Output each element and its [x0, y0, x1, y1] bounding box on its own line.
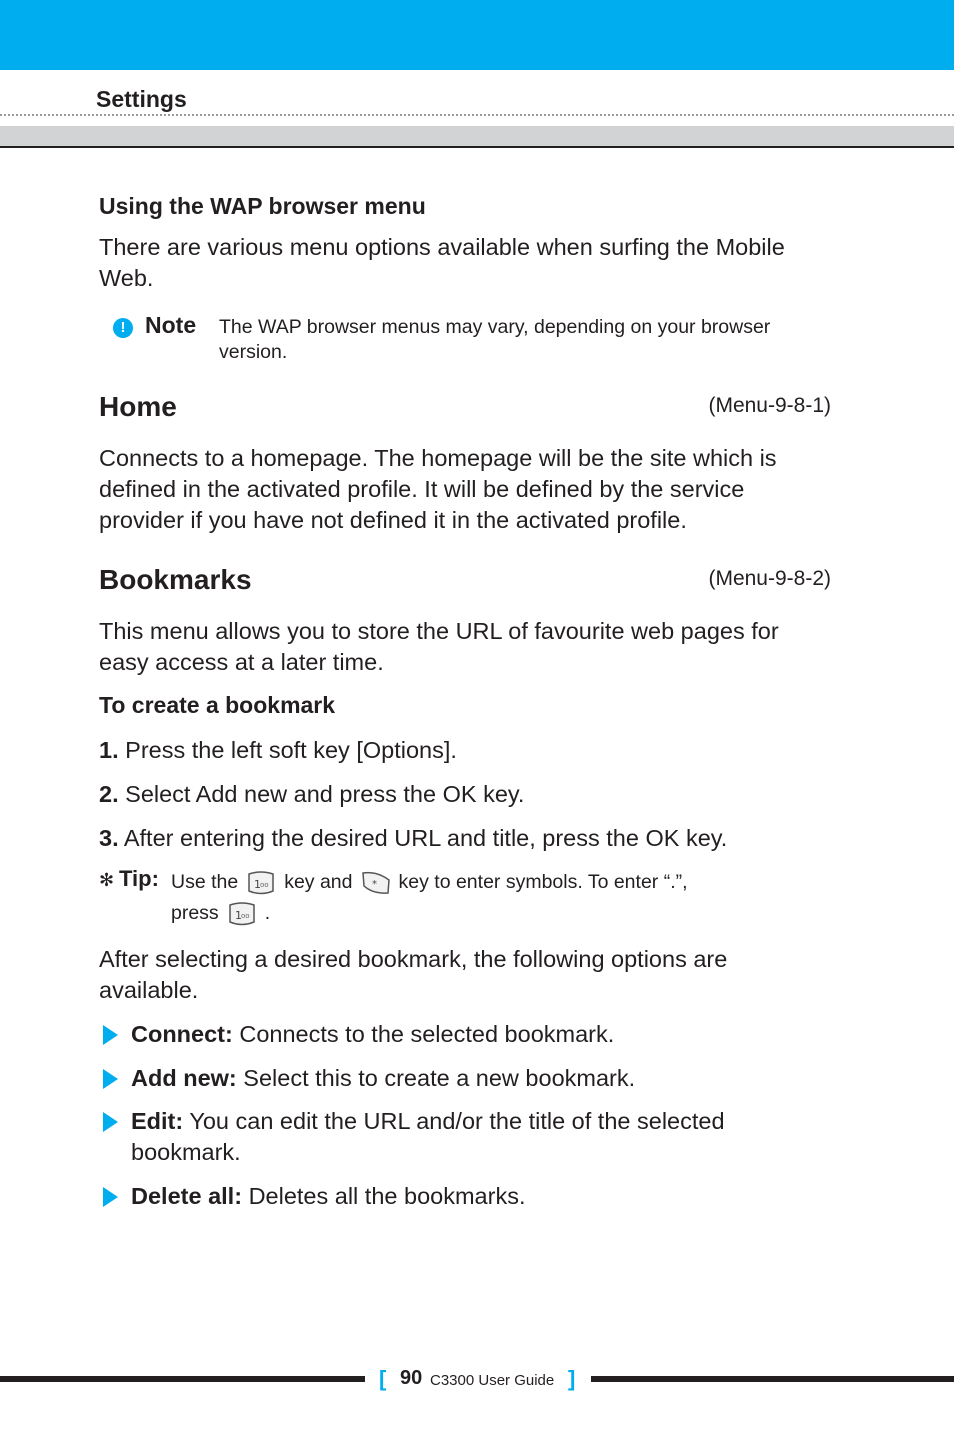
header-grey-bar — [0, 126, 954, 148]
exclamation-icon: ! — [113, 318, 133, 338]
option-text: You can edit the URL and/or the title of the selected bookmark. — [131, 1108, 725, 1165]
footer-rule-right — [591, 1376, 954, 1382]
one-key-icon — [227, 901, 257, 927]
arrow-bullet-icon — [103, 1112, 118, 1132]
tip-line-1 — [171, 870, 688, 896]
page-number: 90 — [400, 1367, 423, 1389]
svg-text:oo: oo — [240, 912, 250, 920]
step-number: 1. — [99, 737, 119, 763]
arrow-bullet-icon — [103, 1025, 118, 1045]
tip-label: Tip: — [119, 866, 159, 891]
step-text: Select Add new and press the OK key. — [125, 781, 525, 807]
option-label: Delete all: — [131, 1183, 243, 1209]
bookmarks-title: Bookmarks — [99, 564, 252, 595]
note-label: Note — [145, 312, 197, 338]
home-menu-ref: (Menu-9-8-1) — [708, 394, 831, 417]
step-1 — [99, 737, 457, 764]
option-label: Connect: — [131, 1021, 233, 1047]
tip-text: key to enter symbols. To enter “.”, — [398, 871, 688, 894]
tip-text: Use the — [171, 871, 239, 894]
footer-left-bracket: [ — [379, 1366, 387, 1391]
intro-text: There are various menu options available when surfing the Mobile Web. — [99, 234, 785, 291]
option-text: Deletes all the bookmarks. — [248, 1183, 526, 1209]
svg-text:1: 1 — [254, 878, 262, 891]
option-label: Add new: — [131, 1065, 237, 1091]
svg-text:*: * — [371, 879, 377, 890]
tip-text: press — [171, 902, 219, 925]
top-color-bar — [0, 0, 954, 70]
star-key-icon — [361, 870, 391, 896]
note-text: The WAP browser menus may vary, depending on your browser version. — [219, 316, 771, 363]
dotted-divider — [0, 114, 954, 116]
arrow-bullet-icon — [103, 1069, 118, 1089]
step-2 — [99, 781, 524, 808]
page-footer — [375, 1364, 585, 1394]
option-label: Edit: — [131, 1108, 184, 1134]
arrow-bullet-icon — [103, 1187, 118, 1207]
svg-text:oo: oo — [260, 881, 269, 889]
home-text: Connects to a homepage. The homepage will be the site which is defined in the activated profile. It will be defined by the service provider if you have not defined it in the activated profile. — [99, 445, 777, 533]
step-number: 3. — [99, 825, 119, 851]
home-title: Home — [99, 391, 177, 422]
footer-right-bracket: ] — [568, 1366, 576, 1391]
step-3 — [99, 825, 727, 852]
tip-symbol: ✻ — [99, 870, 115, 890]
intro-heading: Using the WAP browser menu — [99, 193, 426, 219]
step-number: 2. — [99, 781, 119, 807]
step-text: Press the left soft key [Options]. — [125, 737, 457, 763]
after-select-text: After selecting a desired bookmark, the following options are available. — [99, 946, 728, 1003]
step-text: After entering the desired URL and title, press the OK key. — [123, 825, 728, 851]
option-text: Select this to create a new bookmark. — [243, 1065, 636, 1091]
tip-text: . — [264, 902, 271, 925]
option-text: Connects to the selected bookmark. — [239, 1021, 615, 1047]
footer-rule-left — [0, 1376, 365, 1382]
guide-title: C3300 User Guide — [430, 1372, 555, 1389]
bookmarks-menu-ref: (Menu-9-8-2) — [708, 567, 831, 590]
bookmarks-text: This menu allows you to store the URL of favourite web pages for easy access at a later time. — [99, 618, 779, 675]
tip-text: key and — [284, 871, 353, 894]
tip-line-2 — [171, 901, 270, 927]
one-key-icon — [246, 870, 276, 896]
svg-text:1: 1 — [234, 909, 242, 922]
section-title: Settings — [96, 86, 187, 112]
create-bookmark-heading: To create a bookmark — [99, 692, 336, 718]
